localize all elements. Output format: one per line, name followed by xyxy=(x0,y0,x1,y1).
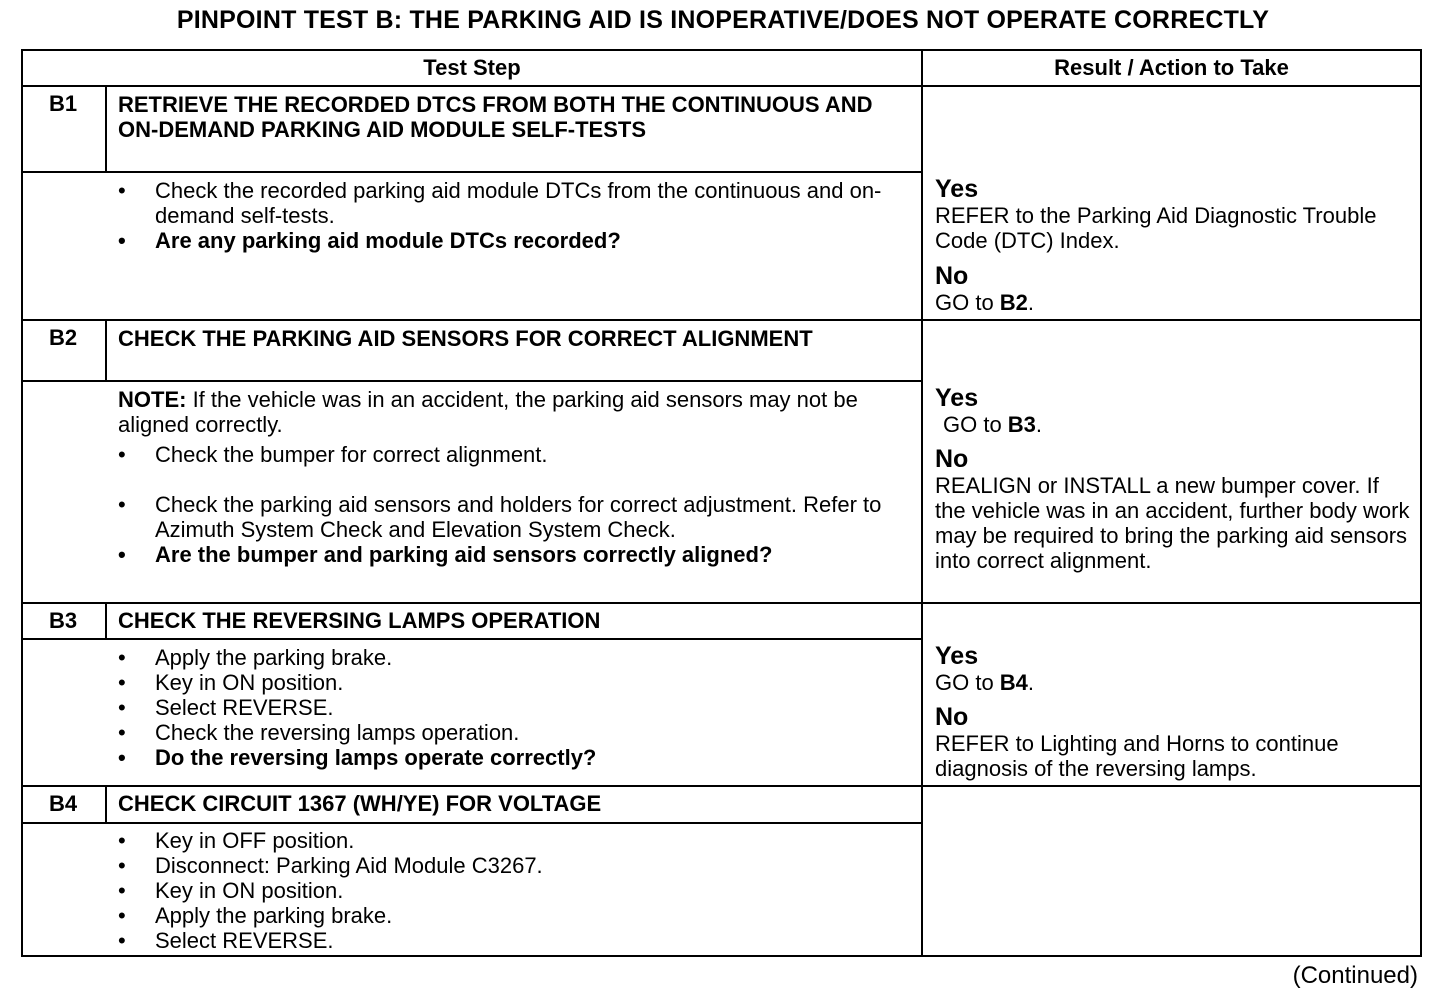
no-action: REFER to Lighting and Horns to continue diagnosis of the reversing lamps. xyxy=(935,731,1339,781)
list-item: • Apply the parking brake. xyxy=(118,645,393,670)
header-result-action: Result / Action to Take xyxy=(1054,55,1289,80)
step-id-b1: B1 xyxy=(48,91,78,116)
step-title-divider xyxy=(23,822,921,824)
result-b3 xyxy=(935,642,1410,781)
pinpoint-test-table xyxy=(21,49,1422,957)
result-b1 xyxy=(935,175,1410,315)
step-title-b1: RETRIEVE THE RECORDED DTCS FROM BOTH THE CONTINUOUS AND ON-DEMAND PARKING AID MODULE SELF-TESTS xyxy=(118,92,873,142)
list-item: • Check the bumper for correct alignment. xyxy=(118,442,548,467)
note: NOTE: If the vehicle was in an accident, the parking aid sensors may not be aligned correctly. xyxy=(118,387,858,437)
no-label: No xyxy=(935,445,969,473)
step-divider xyxy=(23,319,1420,321)
list-item: • Do the reversing lamps operate correctly? xyxy=(118,745,597,770)
step-divider xyxy=(23,602,1420,604)
no-label: No xyxy=(935,262,969,290)
step-title-b2: CHECK THE PARKING AID SENSORS FOR CORRECT ALIGNMENT xyxy=(118,326,813,351)
step-title-divider xyxy=(23,171,921,173)
list-item: • Check the reversing lamps operation. xyxy=(118,720,520,745)
step-id-b4: B4 xyxy=(48,791,78,816)
list-item: • Check the recorded parking aid module DTCs from the continuous and on-demand self-tests. xyxy=(118,178,882,228)
step-body-b1 xyxy=(118,178,908,253)
step-id-divider xyxy=(105,786,107,823)
list-item: • Key in ON position. xyxy=(118,878,344,903)
yes-action: REFER to the Parking Aid Diagnostic Trouble Code (DTC) Index. xyxy=(935,203,1377,253)
step-divider xyxy=(23,785,1420,787)
list-item: • Key in OFF position. xyxy=(118,828,355,853)
step-id-divider xyxy=(105,86,107,171)
list-item: • Disconnect: Parking Aid Module C3267. xyxy=(118,853,543,878)
step-body-b4 xyxy=(118,828,908,953)
step-id-divider xyxy=(105,320,107,381)
list-item: • Check the parking aid sensors and holders for correct adjustment. Refer to Azimuth System Check and Elevation System Check. xyxy=(118,492,882,542)
step-title-divider xyxy=(23,380,921,382)
step-id-b2: B2 xyxy=(48,325,78,350)
list-item: • Are the bumper and parking aid sensors correctly aligned? xyxy=(118,542,773,567)
column-divider xyxy=(921,51,923,955)
yes-action: GO to B4. xyxy=(935,670,1035,695)
no-label: No xyxy=(935,703,969,731)
yes-label: Yes xyxy=(935,384,979,412)
step-title-divider xyxy=(23,638,921,640)
step-body-b3 xyxy=(118,645,908,770)
step-title-b4: CHECK CIRCUIT 1367 (WH/YE) FOR VOLTAGE xyxy=(118,791,602,816)
list-item: • Key in ON position. xyxy=(118,670,344,695)
yes-label: Yes xyxy=(935,175,979,203)
page-title: PINPOINT TEST B: THE PARKING AID IS INOPERATIVE/DOES NOT OPERATE CORRECTLY xyxy=(176,6,1270,34)
list-item: • Select REVERSE. xyxy=(118,928,334,953)
list-item: • Apply the parking brake. xyxy=(118,903,393,928)
step-id-divider xyxy=(105,603,107,639)
step-title-b3: CHECK THE REVERSING LAMPS OPERATION xyxy=(118,608,601,633)
header-divider xyxy=(23,85,1420,87)
no-action: REALIGN or INSTALL a new bumper cover. If the vehicle was in an accident, further body work may be required to bring the parking aid sensors into correct alignment. xyxy=(935,473,1410,573)
list-item: • Are any parking aid module DTCs recorded? xyxy=(118,228,621,253)
yes-action: GO to B3. xyxy=(943,412,1043,437)
no-action: GO to B2. xyxy=(935,290,1035,315)
step-body-b2 xyxy=(118,387,908,567)
continued-note: (Continued) xyxy=(1292,962,1418,989)
list-item: • Select REVERSE. xyxy=(118,695,334,720)
yes-label: Yes xyxy=(935,642,979,670)
result-b2 xyxy=(935,384,1410,573)
step-id-b3: B3 xyxy=(48,608,78,633)
header-test-step: Test Step xyxy=(423,55,521,80)
